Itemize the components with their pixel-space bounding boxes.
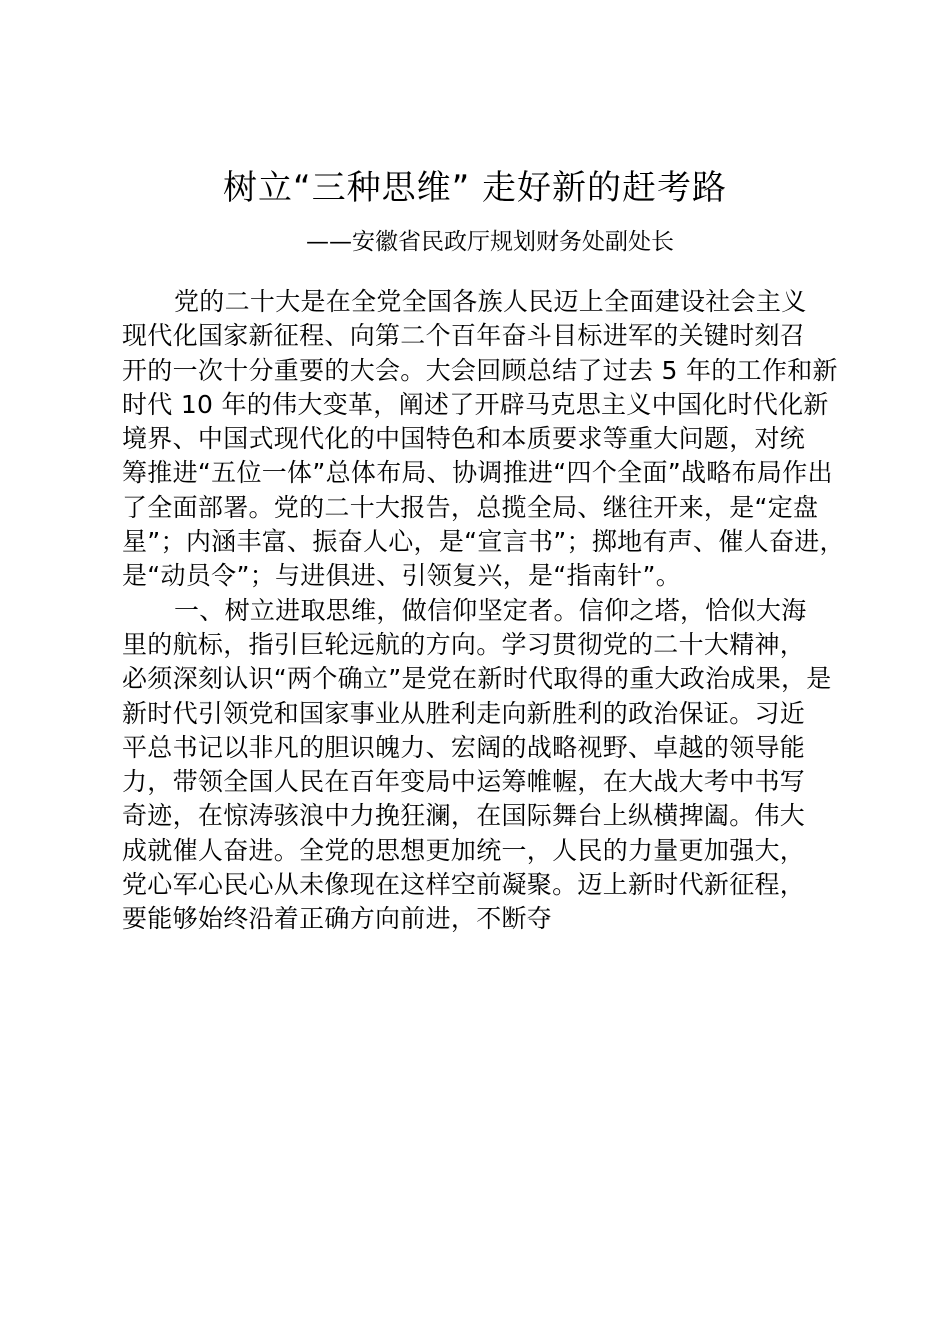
paragraph-line: 党的二十大是在全党全国各族人民迈上全面建设社会主义 <box>174 287 807 316</box>
paragraph-line: 党心军心民心从未像现在这样空前凝聚。迈上新时代新征程， <box>122 870 806 900</box>
document-title: 树立“三种思维” 走好新的赶考路 <box>222 168 728 208</box>
paragraph-line: 成就催人奋进。全党的思想更加统一，人民的力量更加强大， <box>122 835 806 865</box>
paragraph-line: 奇迹，在惊涛骇浪中力挽狂澜，在国际舞台上纵横捭阖。伟大 <box>122 801 806 831</box>
paragraph-line: 力，带领全国人民在百年变局中运筹帷幄，在大战大考中书写 <box>122 767 806 797</box>
paragraph-line: 境界、中国式现代化的中国特色和本质要求等重大问题，对统 <box>122 424 806 454</box>
paragraph-line: 现代化国家新征程、向第二个百年奋斗目标进军的关键时刻召 <box>122 321 806 351</box>
paragraph-line: 要能够始终沿着正确方向前进，不断夺 <box>122 904 553 934</box>
paragraph-line: 里的航标，指引巨轮远航的方向。学习贯彻党的二十大精神， <box>122 629 806 659</box>
paragraph-line: 平总书记以非凡的胆识魄力、宏阔的战略视野、卓越的领导能 <box>122 732 806 762</box>
section-heading-line: 一、树立进取思维，做信仰坚定者。信仰之塔，恰似大海 <box>174 595 807 625</box>
document-body <box>122 285 862 937</box>
paragraph-line: 时代 10 年的伟大变革，阐述了开辟马克思主义中国化时代化新 <box>122 389 829 419</box>
paragraph-line: 开的一次十分重要的大会。大会回顾总结了过去 5 年的工作和新 <box>122 355 838 385</box>
paragraph-line: 星”；内涵丰富、振奋人心，是“宣言书”；掷地有声、催人奋进， <box>122 527 845 557</box>
document-subtitle: ——安徽省民政厅规划财务处副处长 <box>306 229 674 255</box>
paragraph-line: 新时代引领党和国家事业从胜利走向新胜利的政治保证。习近 <box>122 698 806 728</box>
paragraph-line: 必须深刻认识“两个确立”是党在新时代取得的重大政治成果，是 <box>122 664 832 694</box>
paragraph-line: 了全面部署。党的二十大报告，总揽全局、继往开来，是“定盘 <box>122 492 819 522</box>
paragraph-line: 筹推进“五位一体”总体布局、协调推进“四个全面”战略布局作出 <box>122 458 833 488</box>
paragraph-line: 是“动员令”；与进俱进、引领复兴，是“指南针”。 <box>122 561 682 591</box>
